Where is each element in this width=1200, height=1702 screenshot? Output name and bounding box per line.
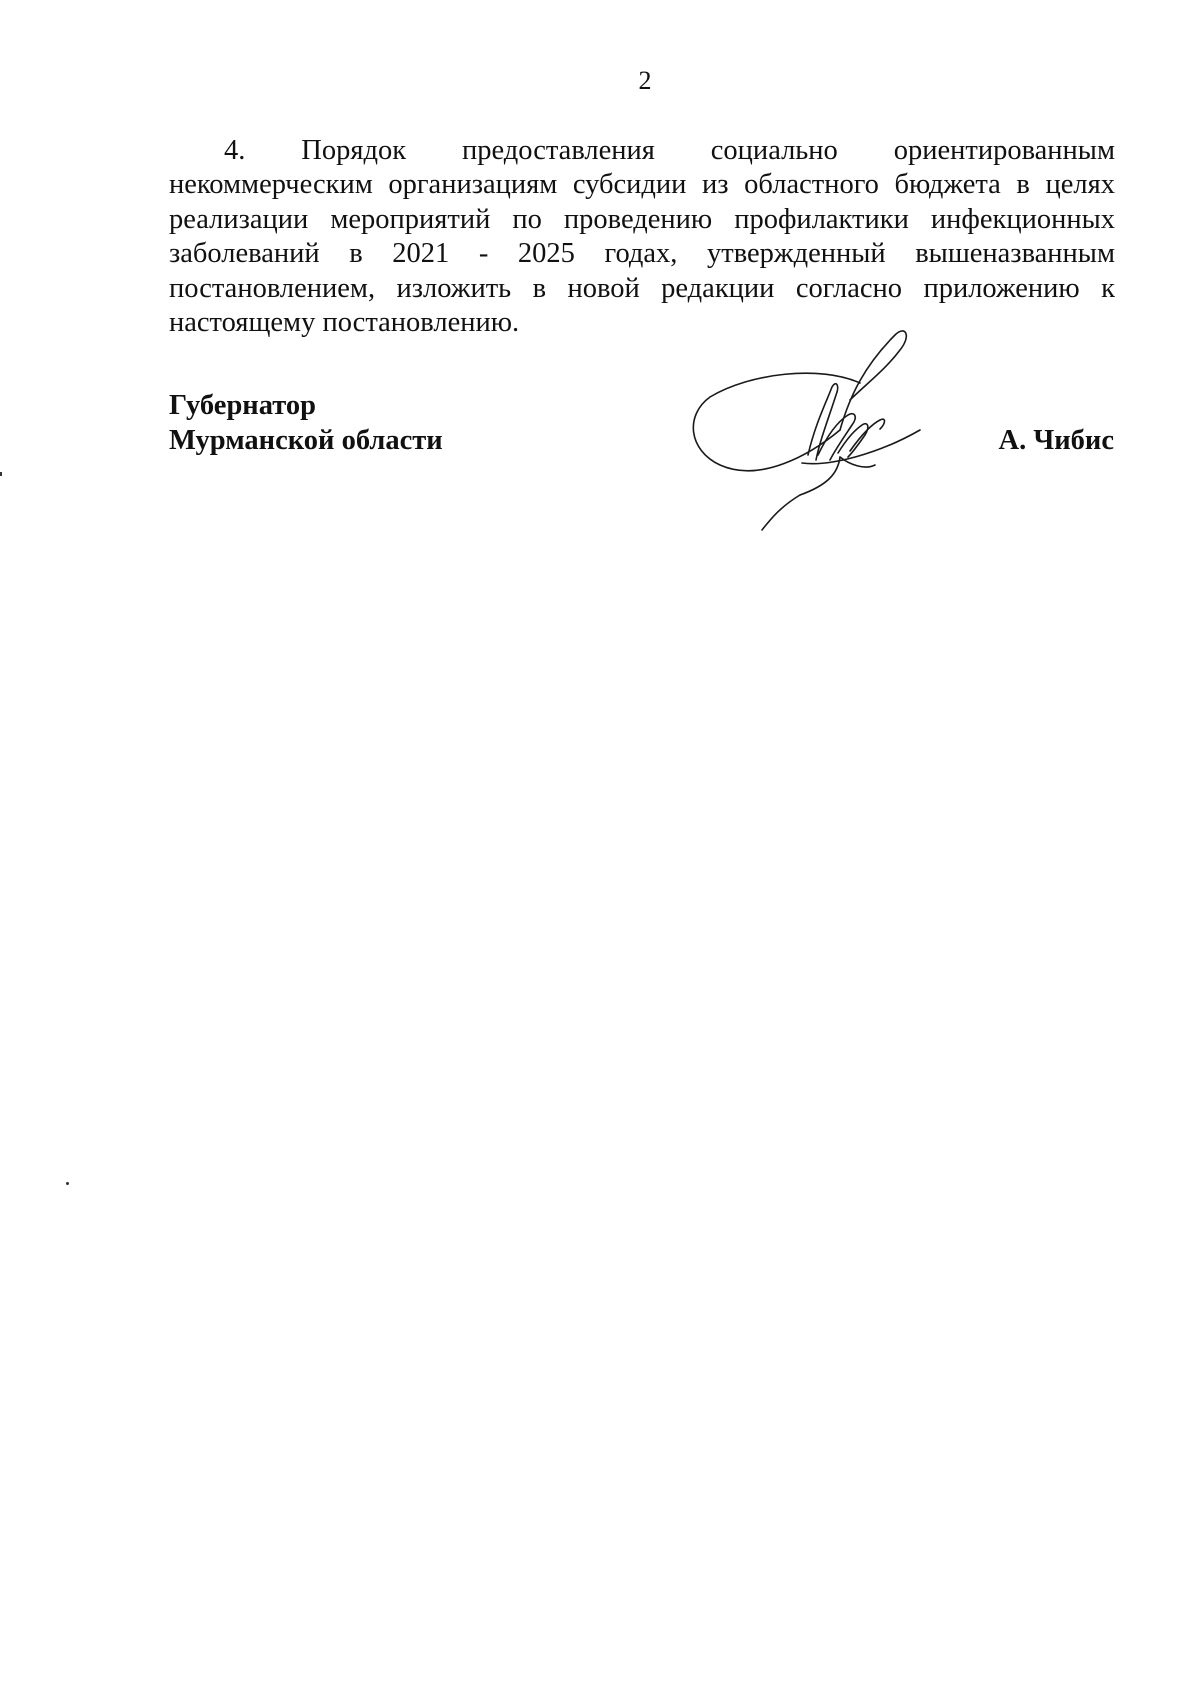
signatory-title xyxy=(169,388,443,458)
handwritten-signature xyxy=(690,325,950,535)
page-number: 2 xyxy=(638,66,652,95)
scan-margin-mark xyxy=(0,472,2,476)
signatory-name: А. Чибис xyxy=(998,425,1114,456)
signatory-title-line1: Губернатор xyxy=(169,390,316,421)
paragraph-item-4: 4. Порядок предоставления социально ориентированным некоммерческим организациям субсидии из областного бюджета в целях реализации мероприятий по проведению профилактики инфекционных заболеваний в 2021 - 2025 годах, утвержденный вышеназванным постановлением, изложить в новой редакции согласно приложению к настоящему постановлению. xyxy=(169,134,1115,338)
signatory-title-line2: Мурманской области xyxy=(169,425,443,456)
scan-dot-mark xyxy=(66,1182,69,1185)
